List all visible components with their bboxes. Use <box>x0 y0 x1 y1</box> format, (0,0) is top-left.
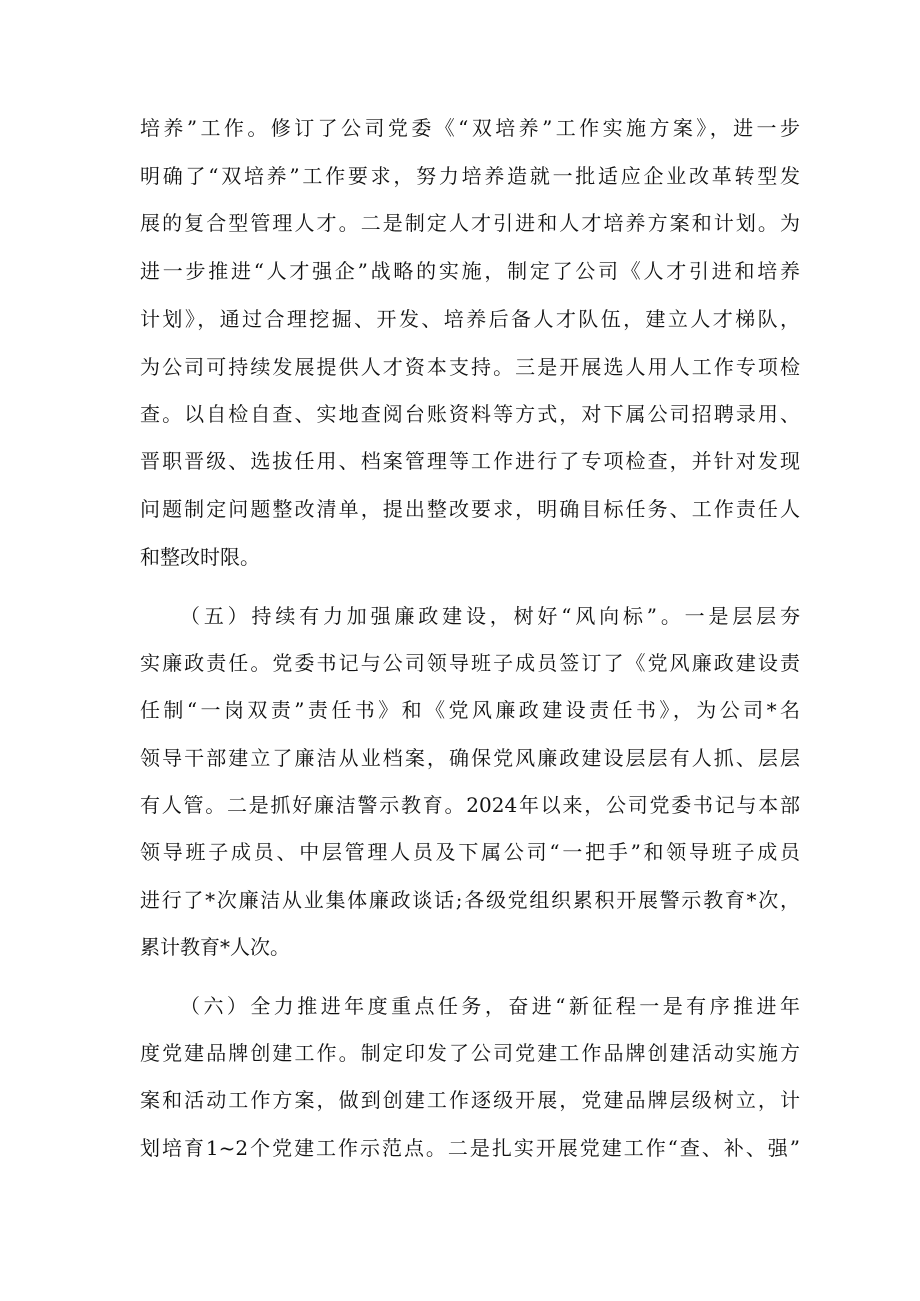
text-line: 明确了“双培养”工作要求，努力培养造就一批适应企业改革转型发 <box>140 164 800 188</box>
text-line: 为公司可持续发展提供人才资本支持。三是开展选人用人工作专项检 <box>140 355 800 379</box>
text-line: 问题制定问题整改清单，提出整改要求，明确目标任务、工作责任人 <box>140 497 800 521</box>
text-line: 实廉政责任。党委书记与公司领导班子成员签订了《党风廉政建设责 <box>140 651 800 675</box>
text-line: 培养”工作。修订了公司党委《“双培养”工作实施方案》，进一步 <box>140 116 800 140</box>
text-line: 查。以自检自查、实地查阅台账资料等方式，对下属公司招聘录用、 <box>140 402 800 426</box>
text-line: （六）全力推进年度重点任务，奋进“新征程一是有序推进年 <box>180 994 800 1018</box>
text-line: 计划》，通过合理挖掘、开发、培养后备人才队伍，建立人才梯队， <box>140 307 800 331</box>
text-line: （五）持续有力加强廉政建设，树好“风向标”。一是层层夯 <box>180 604 800 628</box>
text-line: 晋职晋级、选拔任用、档案管理等工作进行了专项检查，并针对发现 <box>140 449 800 473</box>
text-line: 领导班子成员、中层管理人员及下属公司“一把手”和领导班子成员 <box>140 840 800 864</box>
text-line: 进行了*次廉洁从业集体廉政谈话;各级党组织累积开展警示教育*次， <box>140 888 800 912</box>
text-line: 度党建品牌创建工作。制定印发了公司党建工作品牌创建活动实施方 <box>140 1041 800 1065</box>
text-line: 任制“一岗双责”责任书》和《党风廉政建设责任书》，为公司*名 <box>140 698 800 722</box>
text-line: 展的复合型管理人才。二是制定人才引进和人才培养方案和计划。为 <box>140 211 800 235</box>
text-line: 累计教育*人次。 <box>140 935 290 959</box>
text-line: 领导干部建立了廉洁从业档案，确保党风廉政建设层层有人抓、层层 <box>140 746 800 770</box>
text-line: 案和活动工作方案，做到创建工作逐级开展，党建品牌层级树立，计 <box>140 1088 800 1112</box>
text-line: 进一步推进“人才强企”战略的实施，制定了公司《人才引进和培养 <box>140 259 800 283</box>
text-line: 和整改时限。 <box>140 545 260 569</box>
text-line: 划培育1~2个党建工作示范点。二是扎实开展党建工作“查、补、强” <box>140 1136 800 1160</box>
text-line: 有人管。二是抓好廉洁警示教育。2024年以来，公司党委书记与本部 <box>140 793 800 817</box>
